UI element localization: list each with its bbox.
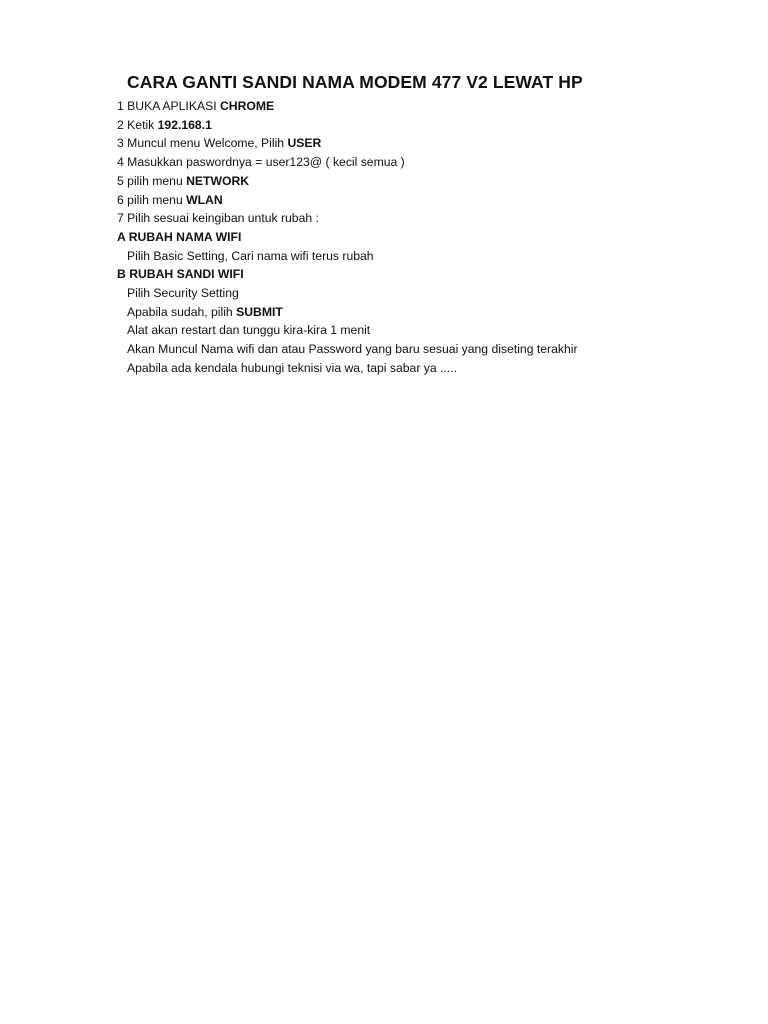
page-title: CARA GANTI SANDI NAMA MODEM 477 V2 LEWAT HP <box>127 72 583 92</box>
step-3: 3 Muncul menu Welcome, Pilih USER <box>117 136 322 151</box>
section-a-heading: A RUBAH NAMA WIFI <box>117 229 242 244</box>
step-5: 5 pilih menu NETWORK <box>117 173 250 188</box>
step-2: 2 Ketik 192.168.1 <box>117 117 212 132</box>
step-7: 7 Pilih sesuai keingiban untuk rubah : <box>117 211 319 226</box>
section-b-line-4: Akan Muncul Nama wifi dan atau Password yang baru sesuai yang diseting terakhir <box>127 342 578 357</box>
step-1: 1 BUKA APLIKASI CHROME <box>117 99 275 113</box>
section-b-line-5: Apabila ada kendala hubungi teknisi via wa, tapi sabar ya ..... <box>127 360 457 375</box>
step-6: 6 pilih menu WLAN <box>117 192 223 207</box>
step-4: 4 Masukkan paswordnya = user123@ ( kecil semua ) <box>117 155 405 170</box>
section-b-line-1: Pilih Security Setting <box>127 286 239 301</box>
document-page <box>117 72 737 378</box>
section-b-line-3: Alat akan restart dan tunggu kira-kira 1 menit <box>127 323 371 338</box>
section-b-line-2: Apabila sudah, pilih SUBMIT <box>127 304 283 319</box>
section-a-line: Pilih Basic Setting, Cari nama wifi terus rubah <box>127 248 374 263</box>
section-b-heading: B RUBAH SANDI WIFI <box>117 267 244 282</box>
